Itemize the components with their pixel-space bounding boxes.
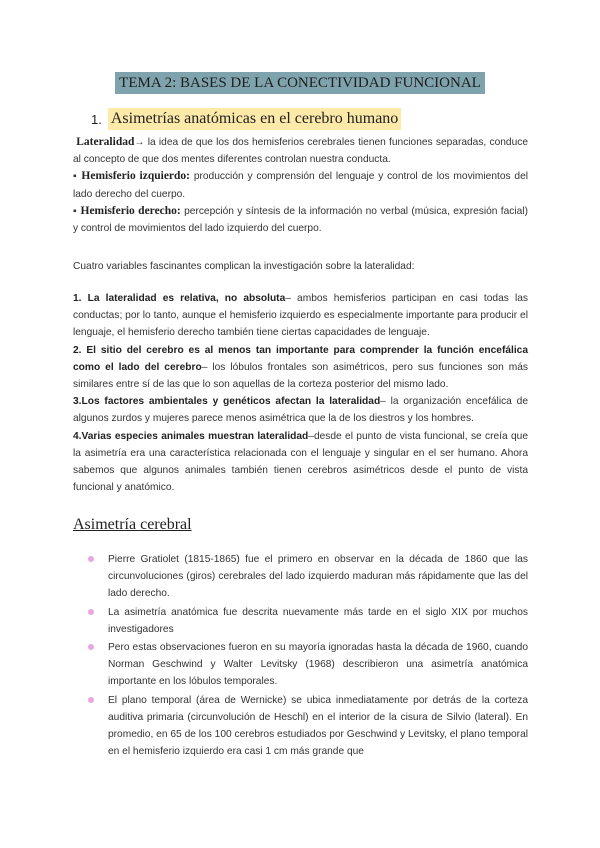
hemisferio-izquierdo-term: Hemisferio izquierdo: [81,170,191,183]
section-2-heading: Asimetría cerebral [73,516,192,533]
list-item [72,639,528,691]
bullet-square-icon: ▪ [73,171,78,183]
hemisferio-derecho-term: Hemisferio derecho: [80,204,181,217]
variable-item [73,342,528,394]
bullet-dot-icon [88,556,94,562]
variable-heading: 4.Varias especies animales muestran lateralidad [73,430,309,442]
variable-text: – ambos hemisferios participan en casi todas las conductas; por lo tanto, aunque el hemisferio izquierdo es especialmente importante para producir el lenguaje, el hemisferio derecho también tiene ciertas capacidades de lenguaje. [73,293,528,339]
bullet-square-icon: ▪ [73,205,78,217]
hemisferio-izquierdo-text: producción y comprensión del lenguaje y control de los movimientos del lado derecho del cuerpo. [73,171,528,200]
asimetria-bullet-list [72,551,528,761]
intro-block [73,258,528,275]
list-item-text: Pierre Gratiolet (1815-1865) fue el primero en observar en la década de 1860 que las circunvoluciones (giros) cerebrales del lado izquierdo maduran más rápidamente que las del lado derecho. [108,554,528,600]
list-item-text: El plano temporal (área de Wernicke) se ubica inmediatamente por detrás de la corteza auditiva primaria (circunvolución de Heschl) en el interior de la cisura de Silvio (lateral). En promedio, en 65 de los 100 cerebros estudiados por Geschwind y Levitsky, el plano temporal en el hemisferio izquierdo era casi 1 cm más grande que [108,694,528,758]
bullet-dot-icon [88,644,94,650]
list-item [72,551,528,603]
hemisferio-izquierdo-paragraph [73,168,528,202]
list-item [72,692,528,761]
bullet-dot-icon [88,609,94,615]
lateralidad-block [73,134,528,237]
variable-text: –desde el punto de vista funcional, se creía que la asimetría era una característica relacionada con el lenguaje y singular en el ser humano. Ahora sabemos que algunos animales también tienen cerebros asimétricos desde el punto de vista funcional y anatómico. [73,430,528,494]
variable-heading: 2. El sitio del cerebro es al menos tan importante para comprender la función encefálica como el lado del cerebro [73,344,528,373]
intro-paragraph: Cuatro variables fascinantes complican la investigación sobre la lateralidad: [73,261,415,272]
list-item-text: Pero estas observaciones fueron en su mayoría ignoradas hasta la década de 1960, cuando Norman Geschwind y Walter Levitsky (1968) describieron una asimetría anatómica importante en los lóbulos temporales. [108,642,528,688]
variable-item [73,290,528,342]
lateralidad-paragraph [73,134,528,168]
variable-text: – los lóbulos frontales son asimétricos, pero sus funciones son más similares entre sí de las que lo son aquellas de la corteza posterior del mismo lado. [73,361,528,391]
section-1-heading [91,108,401,130]
hemisferio-derecho-paragraph [73,203,528,237]
variables-block [73,290,528,496]
list-item-text: La asimetría anatómica fue descrita nuevamente más tarde en el siglo XIX por muchos investigadores [108,606,528,635]
variable-heading: 3.Los factores ambientales y genéticos afectan la lateralidad [73,396,381,408]
section-1-number: 1. [91,111,102,127]
variable-text: – la organización encefálica de algunos zurdos y mujeres parece menos asimétrica que la de los diestros y los hombres. [73,396,528,425]
page-title: TEMA 2: BASES DE LA CONECTIVIDAD FUNCIONAL [115,72,485,94]
section-1-title: Asimetrías anatómicas en el cerebro humano [108,108,401,130]
variable-item [73,393,528,427]
hemisferio-derecho-text: percepción y síntesis de la información no verbal (música, expresión facial) y control de movimientos del lado izquierdo del cuerpo. [73,205,528,235]
lateralidad-term: Lateralidad [76,136,135,148]
lateralidad-text: la idea de que los dos hemisferios cerebrales tienen funciones separadas, conduce al concepto de que dos mentes diferentes controlan nuestra conducta. [73,137,528,166]
variable-heading: 1. La lateralidad es relativa, no absoluta [73,293,286,304]
bullet-dot-icon [88,697,94,703]
title-container [0,72,600,94]
list-item [72,604,528,638]
variable-item [73,428,528,497]
arrow-glyph: → [134,137,145,148]
